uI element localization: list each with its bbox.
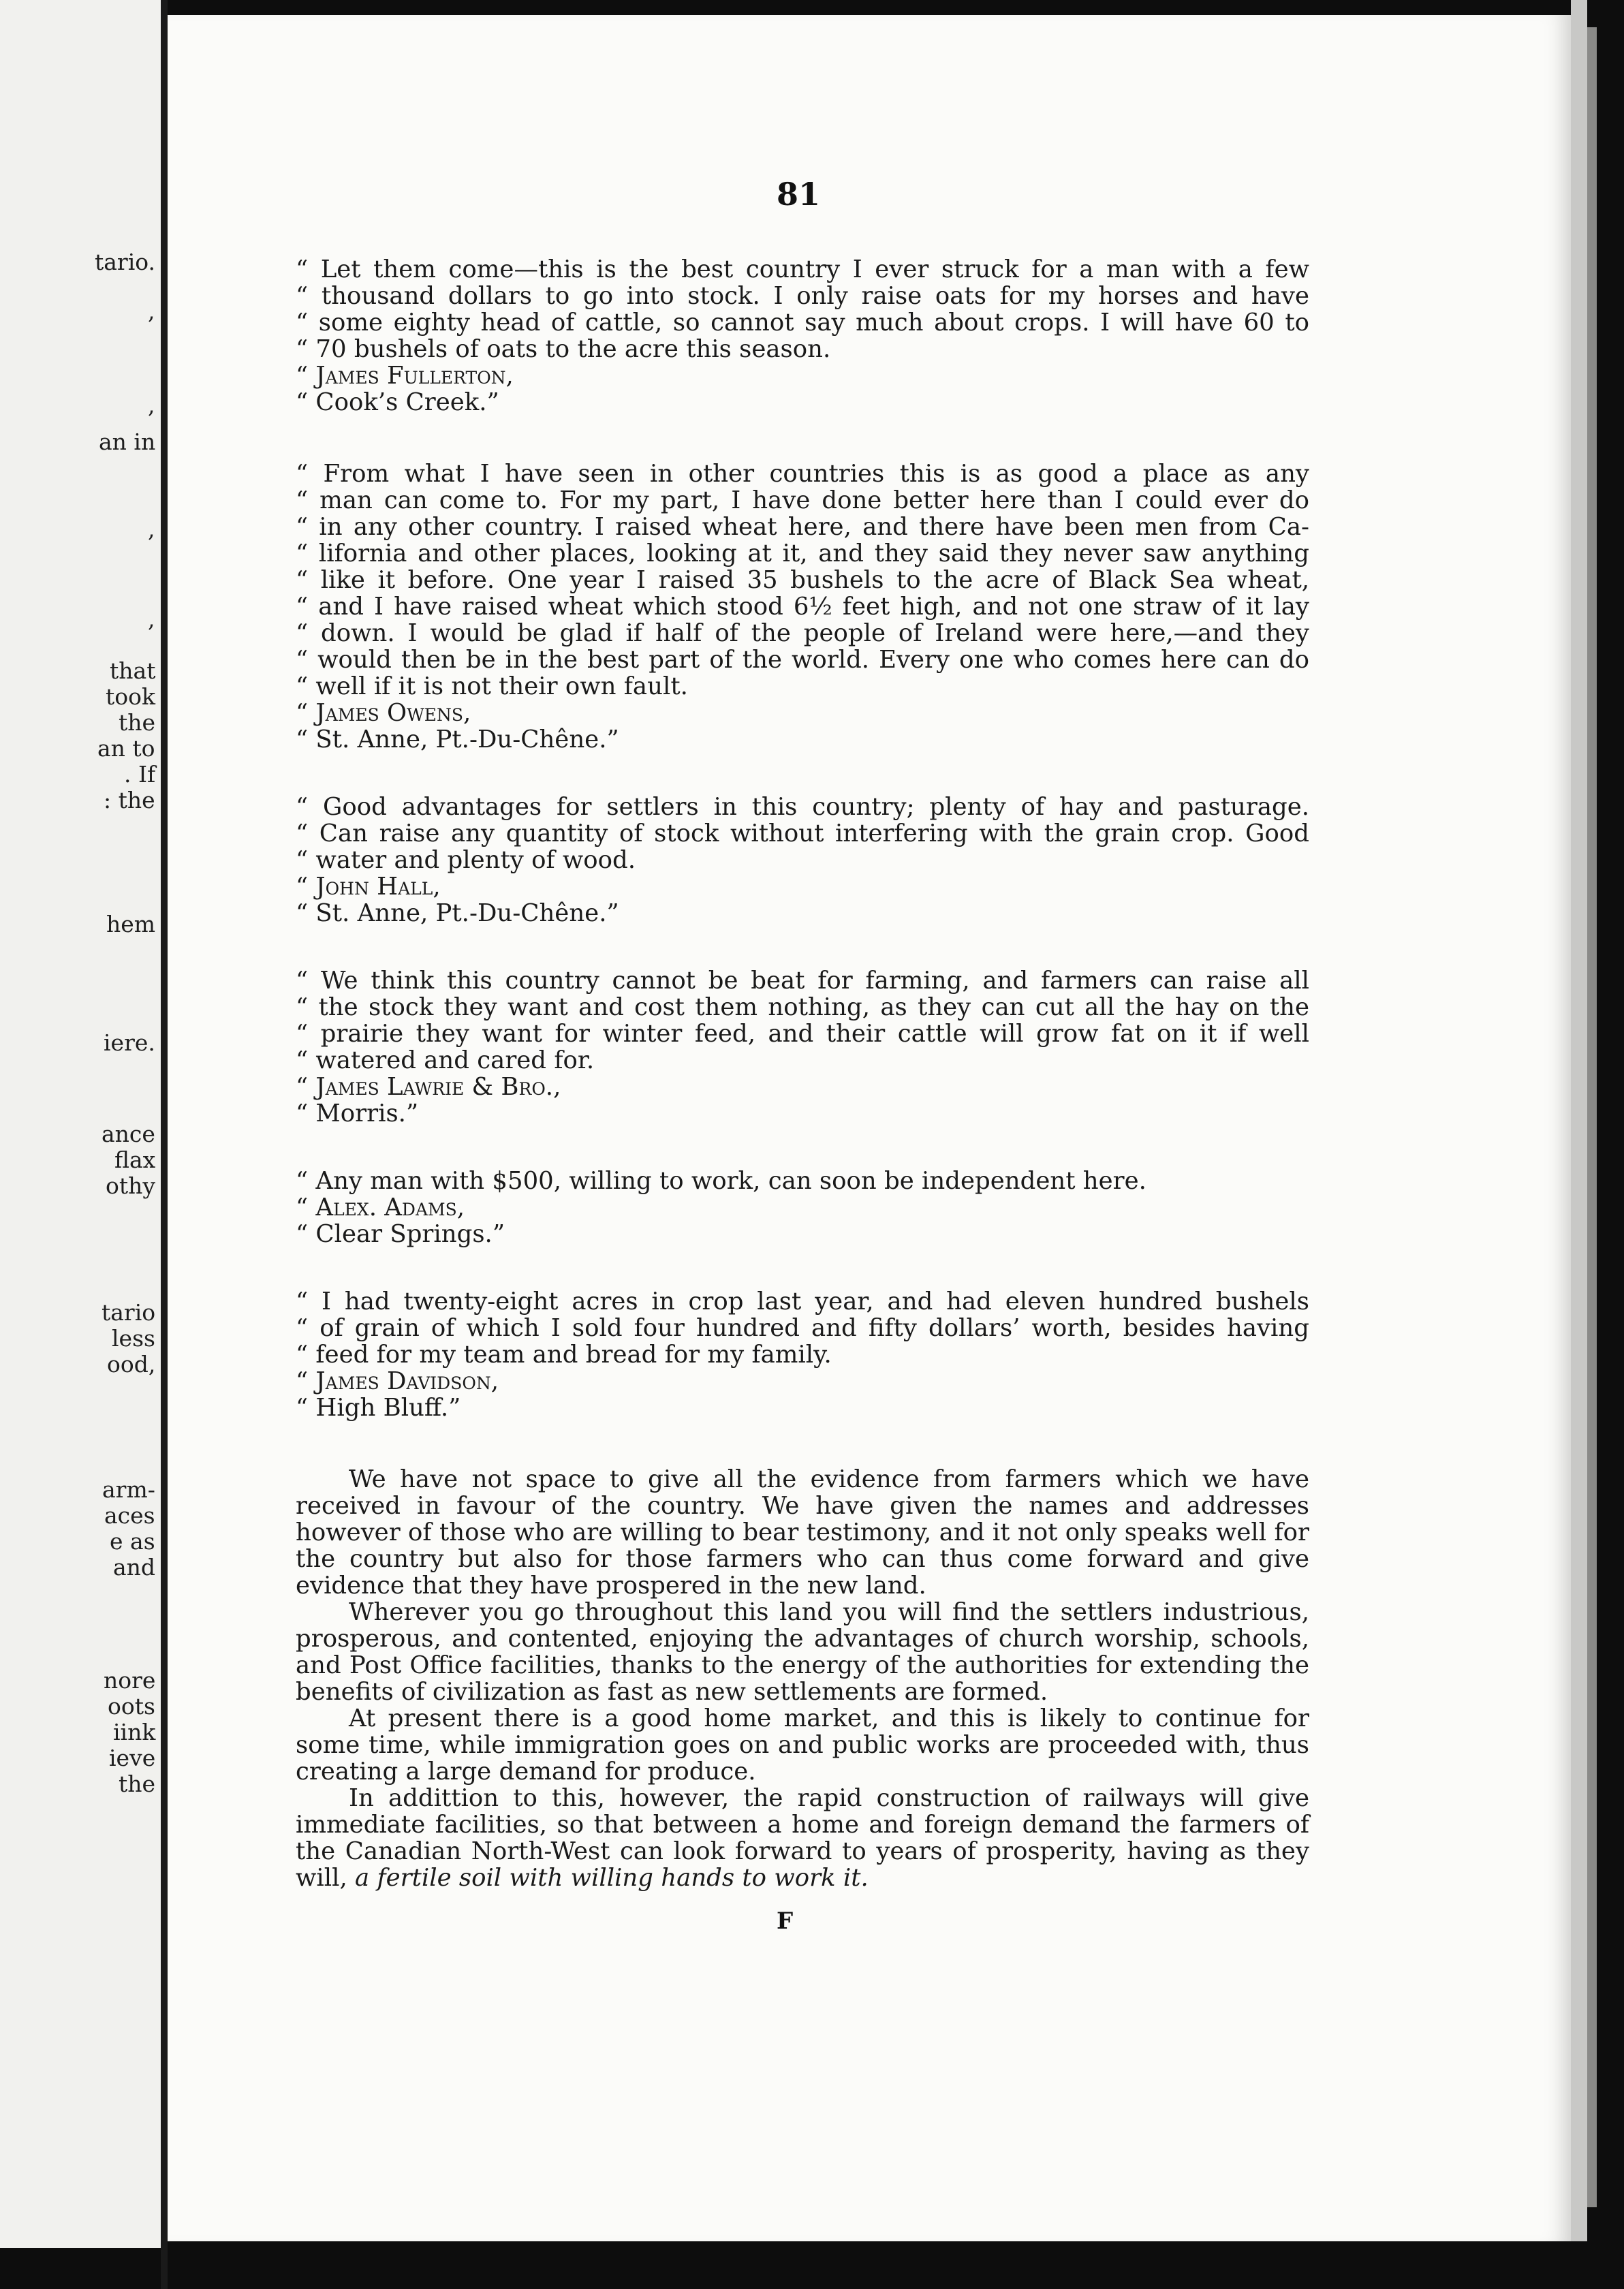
testimonial-text xyxy=(296,967,1309,1074)
text-line: “ Can raise any quantity of stock without interfering with the grain crop. Good xyxy=(296,820,1309,847)
signer-name: “ James Davidson, xyxy=(296,1367,499,1395)
left-page-fragment: , xyxy=(148,392,155,418)
testimonial-adams xyxy=(296,1168,1309,1247)
left-page-fragment: flax xyxy=(114,1147,156,1173)
left-page-fragment: ieve xyxy=(109,1745,156,1771)
left-page-fragment: , xyxy=(148,516,155,542)
signer-place: “ High Bluff.” xyxy=(296,1394,461,1422)
closing-paragraph: At present there is a good home market, and this is likely to continue for some time, while immigration goes on and public works are proceeded with, thus creating a large demand for produce. xyxy=(296,1704,1309,1786)
text-line: “ Any man with $500, willing to work, can soon be independent here. xyxy=(296,1167,1146,1195)
left-page-fragment: othy xyxy=(106,1172,156,1199)
book-gutter xyxy=(161,0,168,2289)
testimonial-text xyxy=(296,461,1309,700)
text-line: “ in any other country. I raised wheat here, and there have been men from Ca- xyxy=(296,513,1309,541)
testimonial-text xyxy=(296,794,1309,873)
text-line: “ some eighty head of cattle, so cannot say much about crops. I will have 60 to xyxy=(296,309,1309,337)
signer-place: “ St. Anne, Pt.-Du-Chêne.” xyxy=(296,726,619,753)
final-italic: a fertile soil with willing hands to work it. xyxy=(355,1864,869,1892)
signer-name: “ John Hall, xyxy=(296,873,441,901)
closing-section xyxy=(296,1466,1309,1891)
text-line: “ lifornia and other places, looking at it, and they said they never saw anything xyxy=(296,540,1309,567)
left-page-fragment: took xyxy=(106,683,155,710)
left-page-fragment: , xyxy=(148,606,155,632)
testimonial-fullerton xyxy=(296,256,1309,416)
signer-name: “ James Fullerton, xyxy=(296,362,514,390)
testimonial-lawrie xyxy=(296,967,1309,1127)
left-page-fragment: ance xyxy=(102,1121,155,1147)
left-page-edge xyxy=(0,0,161,2248)
testimonial-davidson xyxy=(296,1288,1309,1421)
left-page-fragment: arm- xyxy=(102,1476,155,1503)
left-page-fragment: , xyxy=(148,298,155,324)
left-page-fragment: and xyxy=(113,1554,156,1580)
text-line: “ I had twenty-eight acres in crop last year, and had eleven hundred bushels xyxy=(296,1288,1309,1315)
closing-paragraph-final xyxy=(296,1785,1309,1891)
left-page-fragment: less xyxy=(112,1325,155,1352)
left-page-fragment: oots xyxy=(108,1693,155,1719)
left-page-fragment: an in xyxy=(99,429,156,455)
text-line: “ From what I have seen in other countries this is as good a place as any xyxy=(296,460,1309,488)
text-line: “ We think this country cannot be beat for farming, and farmers can raise all xyxy=(296,967,1309,995)
text-line: “ would then be in the best part of the world. Every one who comes here can do xyxy=(296,646,1309,674)
left-page-fragment: ood, xyxy=(107,1351,156,1377)
left-page-fragment: hem xyxy=(106,911,156,937)
text-line: “ like it before. One year I raised 35 bushels to the acre of Black Sea wheat, xyxy=(296,566,1309,594)
left-page-fragment: an to xyxy=(97,735,155,762)
left-page-fragment: aces xyxy=(104,1502,155,1529)
text-line: “ Let them come—this is the best country I ever struck for a man with a few xyxy=(296,255,1309,283)
text-line: “ man can come to. For my part, I have done better here than I could ever do xyxy=(296,486,1309,514)
final-text: In addittion to this, however, the rapid construction of railways will give immediate facilities, so that between a home and foreign demand the farmers of the Canadian North-West can look forward to years of prosperity, having as they will, xyxy=(296,1784,1309,1892)
signer-name: “ James Lawrie & Bro., xyxy=(296,1073,561,1101)
left-page-fragment: that xyxy=(110,657,156,684)
text-line: “ of grain of which I sold four hundred and fifty dollars’ worth, besides having xyxy=(296,1314,1309,1342)
signer-place: “ Cook’s Creek.” xyxy=(296,388,499,416)
signer-name: “ James Owens, xyxy=(296,699,471,727)
text-line: “ the stock they want and cost them nothing, as they can cut all the hay on the xyxy=(296,993,1309,1021)
left-page-fragment: the xyxy=(119,709,156,736)
page-edge-right-shadow xyxy=(1587,27,1597,2207)
signer-place: “ Clear Springs.” xyxy=(296,1220,505,1248)
text-line: “ down. I would be glad if half of the people of Ireland were here,—and they xyxy=(296,619,1309,647)
closing-paragraph: Wherever you go throughout this land you will find the settlers industrious, prosperous, and contented, enjoying the advantages of church worship, schools, and Post Office facilities, thanks to the energy of the authorities for extending the benefits of civilization as fast as new settlements are formed. xyxy=(296,1598,1309,1706)
left-page-fragment: e as xyxy=(110,1528,155,1555)
text-line: “ prairie they want for winter feed, and their cattle will grow fat on it if well xyxy=(296,1020,1309,1048)
left-page-fragment: iere. xyxy=(104,1029,155,1056)
text-line: “ 70 bushels of oats to the acre this season. xyxy=(296,335,831,363)
page-edge-right xyxy=(1571,0,1587,2241)
left-page-fragment: iink xyxy=(113,1719,156,1745)
left-page-fragment: . If xyxy=(124,761,156,788)
text-line: “ watered and cared for. xyxy=(296,1046,595,1074)
testimonial-text xyxy=(296,1288,1309,1368)
testimonial-text xyxy=(296,256,1309,362)
page-body xyxy=(296,256,1309,1891)
text-line: “ well if it is not their own fault. xyxy=(296,672,688,700)
text-line: “ thousand dollars to go into stock. I only raise oats for my horses and have xyxy=(296,282,1309,310)
signer-place: “ Morris.” xyxy=(296,1100,419,1127)
text-line: “ water and plenty of wood. xyxy=(296,846,636,874)
text-line: “ Good advantages for settlers in this country; plenty of hay and pasturage. xyxy=(296,793,1309,821)
signer-place: “ St. Anne, Pt.-Du-Chêne.” xyxy=(296,899,619,927)
testimonial-text xyxy=(296,1168,1309,1194)
left-page-fragment: the xyxy=(119,1771,156,1797)
left-page-fragment: tario. xyxy=(95,249,156,275)
signature-mark: F xyxy=(777,1908,794,1935)
testimonial-hall xyxy=(296,794,1309,926)
text-line: “ and I have raised wheat which stood 6½ feet high, and not one straw of it lay xyxy=(296,593,1309,621)
left-page-fragment: : the xyxy=(104,787,155,813)
testimonial-owens xyxy=(296,461,1309,753)
left-page-fragment: tario xyxy=(102,1299,156,1326)
signer-name: “ Alex. Adams, xyxy=(296,1194,465,1221)
left-page-fragment: nore xyxy=(104,1667,156,1694)
closing-paragraph: We have not space to give all the evidence from farmers which we have received in favour of the country. We have given the names and addresses however of those who are willing to bear testimony, and it not only speaks well for the country but also for those farmers who can thus come forward and give evidence that they have prospered in the new land. xyxy=(296,1465,1309,1600)
text-line: “ feed for my team and bread for my family. xyxy=(296,1341,832,1369)
page-number: 81 xyxy=(777,176,821,213)
